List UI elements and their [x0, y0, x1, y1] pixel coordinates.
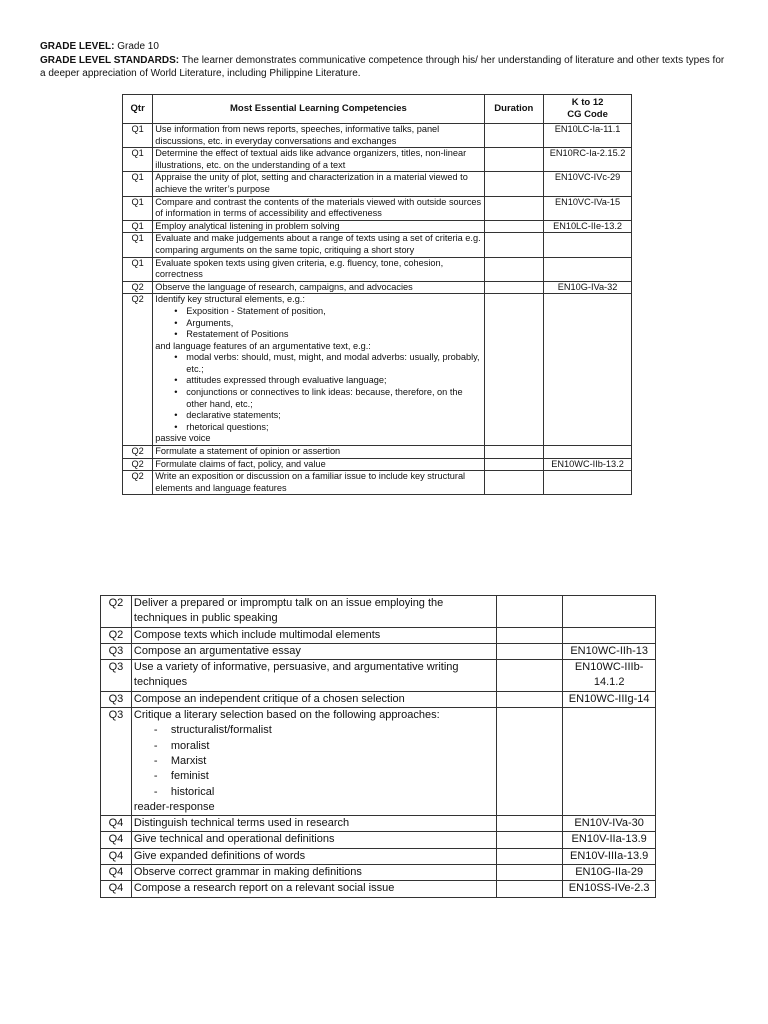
- cell-code: EN10V-IIa-13.9: [563, 832, 656, 848]
- table-row: [123, 148, 632, 172]
- cell-code: [544, 446, 632, 459]
- cell-competency: Compose a research report on a relevant social issue: [131, 881, 496, 897]
- cell-competency: Formulate a statement of opinion or assertion: [153, 446, 484, 459]
- grade-level-label: GRADE LEVEL:: [40, 41, 115, 52]
- cell-code: [544, 233, 632, 257]
- cell-duration: [496, 596, 562, 628]
- table-row: [123, 220, 632, 233]
- competency-middle: and language features of an argumentative text, e.g.:: [155, 340, 371, 351]
- cell-qtr: Q1: [123, 233, 153, 257]
- list-item: • conjunctions or connectives to link ideas: because, therefore, on the other hand, etc.;: [155, 387, 481, 410]
- list-item: • attitudes expressed through evaluative language;: [155, 375, 481, 387]
- cell-code: [563, 708, 656, 816]
- table-row: [101, 691, 656, 707]
- cell-qtr: Q3: [101, 660, 132, 692]
- cell-qtr: Q1: [123, 196, 153, 220]
- header-code: [544, 95, 632, 124]
- table-row: [123, 124, 632, 148]
- structural-elements-list: [155, 306, 481, 341]
- cell-qtr: Q2: [101, 627, 132, 643]
- cell-code: EN10V-IVa-30: [563, 816, 656, 832]
- cell-qtr: Q2: [123, 281, 153, 294]
- cell-qtr: Q1: [123, 172, 153, 196]
- cell-competency: Appraise the unity of plot, setting and characterization in a material viewed to achieve the writer’s purpose: [153, 172, 484, 196]
- cell-competency: Observe the language of research, campaigns, and advocacies: [153, 281, 484, 294]
- cell-duration: [496, 865, 562, 881]
- cell-competency: Evaluate and make judgements about a range of texts using a set of criteria e.g. comparing arguments on the same topic, critiquing a short story: [153, 233, 484, 257]
- list-item: • Exposition - Statement of position,: [155, 306, 481, 318]
- grade-standards-text: The learner demonstrates communicative competence through his/ her understanding of literature and other texts types for a deeper appreciation of World Literature, including Philippine Literature.: [40, 54, 725, 79]
- cell-qtr: Q4: [101, 816, 132, 832]
- table-row: [101, 643, 656, 659]
- header-duration: Duration: [484, 95, 544, 124]
- cell-duration: [484, 257, 544, 281]
- list-item: • declarative statements;: [155, 410, 481, 422]
- cell-code: EN10G-IIa-29: [563, 865, 656, 881]
- cell-duration: [484, 233, 544, 257]
- cell-qtr: Q2: [123, 294, 153, 446]
- table-row: [123, 196, 632, 220]
- cell-duration: [496, 848, 562, 864]
- cell-qtr: Q4: [101, 881, 132, 897]
- table-row: [101, 660, 656, 692]
- cell-code: EN10VC-IVc-29: [544, 172, 632, 196]
- list-item: • Restatement of Positions: [155, 329, 481, 341]
- table-row: [101, 832, 656, 848]
- cell-competency: Compose an argumentative essay: [131, 643, 496, 659]
- cell-qtr: Q2: [123, 458, 153, 471]
- cell-qtr: Q1: [123, 220, 153, 233]
- table-row: [101, 848, 656, 864]
- cell-code: [563, 627, 656, 643]
- cell-duration: [496, 816, 562, 832]
- cell-competency: Distinguish technical terms used in research: [131, 816, 496, 832]
- grade-standards-label: GRADE LEVEL STANDARDS:: [40, 54, 180, 66]
- table-row: [101, 816, 656, 832]
- competencies-table-1: [122, 94, 632, 495]
- header-competencies: Most Essential Learning Competencies: [153, 95, 484, 124]
- table-row: [123, 446, 632, 459]
- cell-duration: [484, 196, 544, 220]
- table-row: [123, 471, 632, 495]
- cell-competency: Employ analytical listening in problem solving: [153, 220, 484, 233]
- cell-competency: [131, 708, 496, 816]
- table-row: [123, 294, 632, 446]
- cell-competency: Evaluate spoken texts using given criteria, e.g. fluency, tone, cohesion, correctness: [153, 257, 484, 281]
- list-item: • rhetorical questions;: [155, 422, 481, 434]
- page-header: [40, 40, 730, 81]
- competency-intro: Critique a literary selection based on the following approaches:: [133, 709, 440, 722]
- competencies-table-2: [100, 595, 656, 898]
- cell-qtr: Q3: [101, 708, 132, 816]
- cell-competency: Compare and contrast the contents of the materials viewed with outside sources of information in terms of accessibility and effectiveness: [153, 196, 484, 220]
- cell-code: EN10LC-IIe-13.2: [544, 220, 632, 233]
- cell-duration: [496, 708, 562, 816]
- grade-standards-line: [40, 54, 730, 81]
- cell-code: EN10VC-IVa-15: [544, 196, 632, 220]
- competency-outro: reader-response: [133, 800, 215, 813]
- cell-qtr: Q1: [123, 148, 153, 172]
- cell-qtr: Q1: [123, 124, 153, 148]
- competency-outro: passive voice: [155, 433, 211, 444]
- cell-duration: [496, 643, 562, 659]
- cell-duration: [484, 471, 544, 495]
- cell-qtr: Q4: [101, 832, 132, 848]
- grade-level-line: [40, 40, 730, 54]
- list-item: • modal verbs: should, must, might, and modal adverbs: usually, probably, etc.;: [155, 352, 481, 375]
- competency-intro: Identify key structural elements, e.g.:: [155, 294, 305, 305]
- cell-duration: [496, 691, 562, 707]
- table-row: [123, 281, 632, 294]
- cell-code: EN10WC-IIh-13: [563, 643, 656, 659]
- table-row: [101, 865, 656, 881]
- cell-competency: Give technical and operational definitions: [131, 832, 496, 848]
- table-row: [123, 172, 632, 196]
- cell-competency: Observe correct grammar in making definitions: [131, 865, 496, 881]
- table-row: [101, 627, 656, 643]
- cell-code: [563, 596, 656, 628]
- table-row: [123, 233, 632, 257]
- cell-competency: Use a variety of informative, persuasive, and argumentative writing techniques: [131, 660, 496, 692]
- cell-qtr: Q2: [101, 596, 132, 628]
- cell-qtr: Q2: [123, 446, 153, 459]
- cell-competency: Write an exposition or discussion on a familiar issue to include key structural elements and language features: [153, 471, 484, 495]
- cell-competency: Use information from news reports, speeches, informative talks, panel discussions, etc. in everyday conversations and exchanges: [153, 124, 484, 148]
- cell-qtr: Q3: [101, 691, 132, 707]
- header-code-line1: K to 12: [571, 97, 604, 109]
- cell-qtr: Q4: [101, 865, 132, 881]
- cell-duration: [484, 281, 544, 294]
- cell-qtr: Q2: [123, 471, 153, 495]
- cell-qtr: Q1: [123, 257, 153, 281]
- list-item: - historical: [134, 785, 494, 800]
- header-code-line2: CG Code: [567, 109, 608, 120]
- cell-code: EN10G-IVa-32: [544, 281, 632, 294]
- cell-competency: Compose an independent critique of a chosen selection: [131, 691, 496, 707]
- cell-competency: Formulate claims of fact, policy, and value: [153, 458, 484, 471]
- cell-competency: Determine the effect of textual aids like advance organizers, titles, non-linear illustrations, etc. on the understanding of a text: [153, 148, 484, 172]
- table-row: [101, 881, 656, 897]
- cell-code: [544, 471, 632, 495]
- header-qtr: Qtr: [123, 95, 153, 124]
- cell-duration: [496, 660, 562, 692]
- table-row: [123, 257, 632, 281]
- table-row: [101, 708, 656, 816]
- list-item: - structuralist/formalist: [134, 723, 494, 738]
- list-item: - Marxist: [134, 754, 494, 769]
- list-item: • Arguments,: [155, 318, 481, 330]
- cell-duration: [496, 627, 562, 643]
- cell-code: EN10WC-IIb-13.2: [544, 458, 632, 471]
- cell-competency: [153, 294, 484, 446]
- cell-duration: [496, 881, 562, 897]
- list-item: - feminist: [134, 769, 494, 784]
- cell-code: EN10SS-IVe-2.3: [563, 881, 656, 897]
- table-row: [101, 596, 656, 628]
- list-item: - moralist: [134, 739, 494, 754]
- cell-code: EN10V-IIIa-13.9: [563, 848, 656, 864]
- cell-code: EN10LC-Ia-11.1: [544, 124, 632, 148]
- critical-approaches-list: [134, 723, 494, 799]
- cell-code: EN10RC-Ia-2.15.2: [544, 148, 632, 172]
- table-row: [123, 458, 632, 471]
- cell-competency: Deliver a prepared or impromptu talk on an issue employing the techniques in public speaking: [131, 596, 496, 628]
- cell-qtr: Q3: [101, 643, 132, 659]
- cell-duration: [484, 124, 544, 148]
- cell-duration: [484, 172, 544, 196]
- cell-duration: [496, 832, 562, 848]
- cell-code: EN10WC-IIIb-14.1.2: [563, 660, 656, 692]
- cell-duration: [484, 446, 544, 459]
- cell-competency: Compose texts which include multimodal elements: [131, 627, 496, 643]
- cell-duration: [484, 294, 544, 446]
- table-header-row: [123, 95, 632, 124]
- grade-level-value: Grade 10: [117, 41, 159, 52]
- cell-code: [544, 294, 632, 446]
- cell-qtr: Q4: [101, 848, 132, 864]
- cell-duration: [484, 148, 544, 172]
- cell-duration: [484, 220, 544, 233]
- cell-code: [544, 257, 632, 281]
- cell-code: EN10WC-IIIg-14: [563, 691, 656, 707]
- cell-competency: Give expanded definitions of words: [131, 848, 496, 864]
- cell-duration: [484, 458, 544, 471]
- language-features-list: [155, 352, 481, 433]
